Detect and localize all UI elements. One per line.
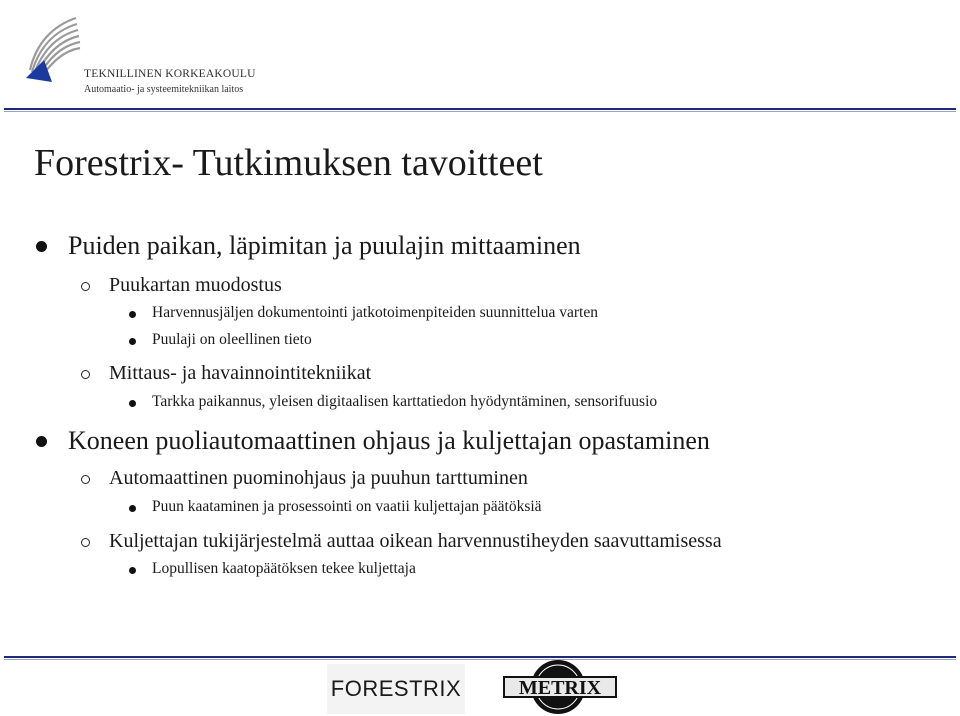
top-rule-thin xyxy=(4,111,956,112)
header xyxy=(0,0,960,104)
list-item-text: Puun kaataminen ja prosessointi on vaatii kuljettajan päätöksiä xyxy=(152,498,542,515)
list-item-level-3 xyxy=(152,498,542,517)
bullet-marker-level-2 xyxy=(81,538,90,547)
list-item-text: Automaattinen puominohjaus ja puuhun tarttuminen xyxy=(109,467,528,489)
bottom-rule xyxy=(4,656,956,658)
list-item-text: Puiden paikan, läpimitan ja puulajin mittaaminen xyxy=(68,231,581,260)
list-item-level-2 xyxy=(109,466,528,490)
list-item-text: Lopullisen kaatopäätöksen tekee kuljettaja xyxy=(152,560,416,577)
list-item-text: Kuljettajan tukijärjestelmä auttaa oikean harvennustiheyden saavuttamisessa xyxy=(109,530,722,552)
university-logo-icon xyxy=(22,14,82,84)
bullet-marker-level-1 xyxy=(36,436,47,447)
list-item-level-2 xyxy=(109,273,282,297)
list-item-level-3 xyxy=(152,331,312,350)
list-item-text: Harvennusjäljen dokumentointi jatkotoimenpiteiden suunnittelua varten xyxy=(152,304,598,321)
list-item-level-2 xyxy=(109,529,722,553)
list-item-level-1 xyxy=(68,230,581,261)
bullet-marker-level-1 xyxy=(36,241,47,252)
bullet-marker-level-2 xyxy=(81,475,90,484)
bullet-marker-level-2 xyxy=(81,282,90,291)
list-item-level-3 xyxy=(152,393,657,412)
list-item-text: Puulaji on oleellinen tieto xyxy=(152,331,312,348)
bullet-marker-level-2 xyxy=(81,370,90,379)
list-item-text: Mittaus- ja havainnointitekniikat xyxy=(109,362,372,384)
metrix-logo xyxy=(498,660,622,714)
top-rule xyxy=(4,108,956,110)
org-subtitle: Automaatio- ja systeemitekniikan laitos xyxy=(84,84,244,95)
list-item-text: Puukartan muodostus xyxy=(109,274,282,296)
bullet-marker-level-3 xyxy=(129,567,136,574)
bottom-rule-thin xyxy=(4,659,956,660)
metrix-logo-text: METRIX xyxy=(518,677,602,699)
page-title: Forestrix- Tutkimuksen tavoitteet xyxy=(34,142,543,184)
forestrix-logo-text: FORESTRIX xyxy=(330,676,462,701)
bullet-marker-level-3 xyxy=(129,311,136,318)
list-item-text: Tarkka paikannus, yleisen digitaalisen karttatiedon hyödyntäminen, sensorifuusio xyxy=(152,393,658,410)
forestrix-logo xyxy=(327,664,465,714)
bullet-marker-level-3 xyxy=(129,505,136,512)
list-item-level-3 xyxy=(152,560,416,579)
list-item-level-3 xyxy=(152,304,598,323)
list-item-level-1 xyxy=(68,425,710,456)
org-name: TEKNILLINEN KORKEAKOULU xyxy=(84,68,256,80)
list-item-text: Koneen puoliautomaattinen ohjaus ja kuljettajan opastaminen xyxy=(68,426,710,455)
bullet-marker-level-3 xyxy=(129,400,136,407)
bullet-marker-level-3 xyxy=(129,338,136,345)
list-item-level-2 xyxy=(109,361,371,385)
